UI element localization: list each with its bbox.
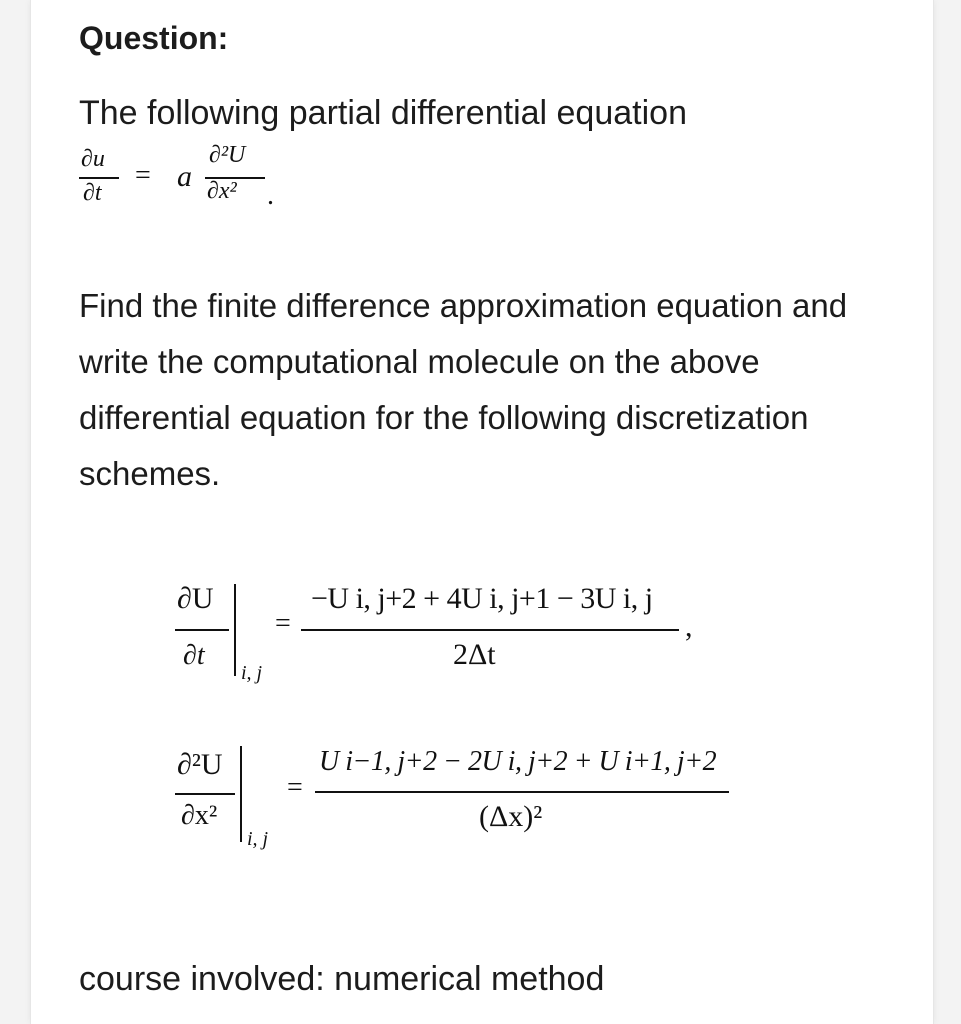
scheme1-lhs-bar <box>175 629 229 631</box>
scheme1-main-bar <box>301 629 679 631</box>
scheme1-lhs-numerator: ∂U <box>177 582 214 615</box>
scheme1-eval-bar <box>234 584 236 676</box>
scheme1-numerator: −U i, j+2 + 4U i, j+1 − 3U i, j <box>311 582 653 615</box>
scheme2-eval-bar <box>240 746 242 842</box>
pde-period: . <box>267 180 274 211</box>
scheme1-equals: = <box>275 608 291 639</box>
pde-lhs-denominator: ∂t <box>83 180 102 206</box>
pde-lhs-bar <box>79 177 119 179</box>
pde-equals: = <box>135 160 151 191</box>
pde-rhs-numerator: ∂²U <box>209 142 246 168</box>
scheme2-equals: = <box>287 772 303 803</box>
pde-lhs-numerator: ∂u <box>81 146 105 172</box>
scheme1-denominator: 2Δt <box>453 638 496 671</box>
scheme2-lhs-bar <box>175 793 235 795</box>
scheme2-eval-subscript: i, j <box>247 828 269 850</box>
scheme1-eval-subscript: i, j <box>241 662 263 684</box>
task-text: Find the finite difference approximation equation and write the computational molecule on the above differential equation for the following discretization schemes. <box>79 287 848 492</box>
intro-text: The following partial differential equation <box>79 94 687 132</box>
question-heading: Question: <box>79 20 229 56</box>
scheme2-lhs-numerator: ∂²U <box>177 748 223 781</box>
course-text: course involved: numerical method <box>79 960 605 998</box>
pde-coefficient: a <box>177 160 192 193</box>
question-card <box>30 0 934 1024</box>
scheme2-lhs-denominator: ∂x² <box>181 800 218 831</box>
scheme1-comma: , <box>685 610 693 643</box>
pde-rhs-denominator: ∂x² <box>207 178 237 204</box>
scheme2-numerator: U i−1, j+2 − 2U i, j+2 + U i+1, j+2 <box>319 746 717 777</box>
scheme1-lhs-denominator: ∂t <box>183 640 205 671</box>
scheme2-denominator: (Δx)² <box>479 800 543 833</box>
scheme2-main-bar <box>315 791 729 793</box>
